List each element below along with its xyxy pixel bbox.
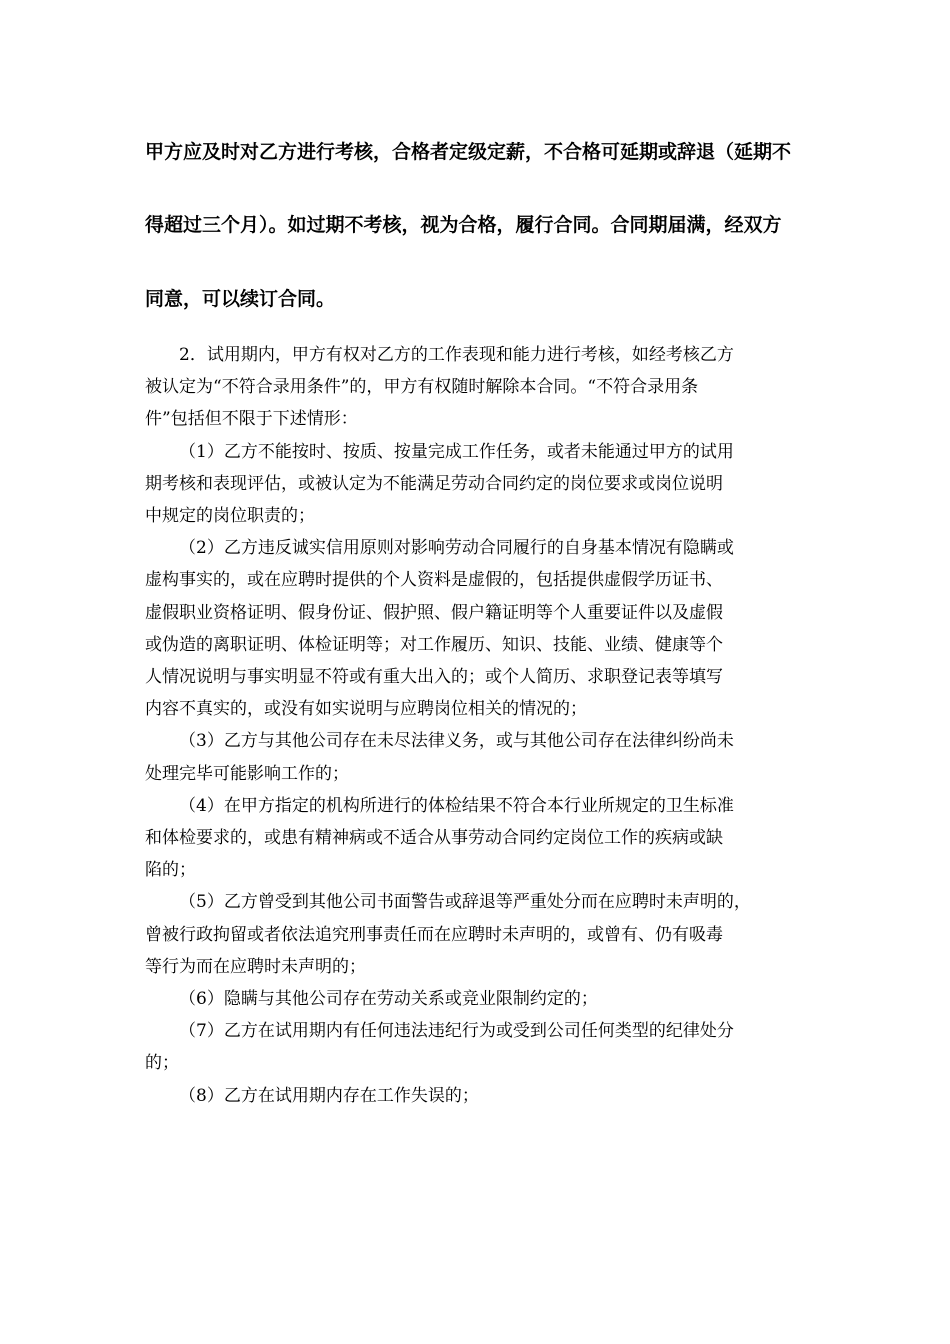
text-line: （6）隐瞒与其他公司存在劳动关系或竞业限制约定的； bbox=[179, 989, 598, 1010]
condition-6-paragraph bbox=[145, 983, 835, 1015]
text-line: 件”包括但不限于下述情形： bbox=[145, 409, 358, 430]
text-line: （4）在甲方指定的机构所进行的体检结果不符合本行业所规定的卫生标准 bbox=[179, 795, 734, 816]
text-line: 中规定的岗位职责的； bbox=[145, 506, 315, 527]
text-line: 虚构事实的，或在应聘时提供的个人资料是虚假的，包括提供虚假学历证书、 bbox=[145, 570, 723, 591]
text-line: （1）乙方不能按时、按质、按量完成工作任务，或者未能通过甲方的试用 bbox=[179, 441, 734, 462]
clause-2-paragraph bbox=[145, 339, 835, 436]
text-line: （5）乙方曾受到其他公司书面警告或辞退等严重处分而在应聘时未声明的， bbox=[179, 892, 751, 913]
text-line: （7）乙方在试用期内有任何违法违纪行为或受到公司任何类型的纪律处分 bbox=[179, 1021, 734, 1042]
text-line: 或伪造的离职证明、体检证明等；对工作履历、知识、技能、业绩、健康等个 bbox=[145, 634, 723, 655]
clause-body bbox=[145, 339, 835, 1112]
condition-8-paragraph bbox=[145, 1080, 835, 1112]
condition-3-paragraph bbox=[145, 725, 835, 789]
text-line: 内容不真实的，或没有如实说明与应聘岗位相关的情况的； bbox=[145, 699, 587, 720]
condition-1-paragraph bbox=[145, 436, 835, 533]
intro-line-2: 得超过三个月）。如过期不考核，视为合格，履行合同。合同期届满，经双方 bbox=[145, 214, 782, 236]
intro-line-3: 同意，可以续订合同。 bbox=[145, 288, 336, 310]
text-line: 等行为而在应聘时未声明的； bbox=[145, 956, 366, 977]
condition-7-paragraph bbox=[145, 1015, 835, 1079]
text-line: （2）乙方违反诚实信用原则对影响劳动合同履行的自身基本情况有隐瞒或 bbox=[179, 538, 734, 559]
condition-2-paragraph bbox=[145, 532, 835, 725]
text-line: 处理完毕可能影响工作的； bbox=[145, 763, 349, 784]
text-line: 2．试用期内，甲方有权对乙方的工作表现和能力进行考核，如经考核乙方 bbox=[179, 345, 734, 365]
text-line: 被认定为“不符合录用条件”的，甲方有权随时解除本合同。“不符合录用条 bbox=[145, 377, 699, 398]
condition-5-paragraph bbox=[145, 886, 835, 983]
text-line: 的； bbox=[145, 1053, 179, 1074]
text-line: 虚假职业资格证明、假身份证、假护照、假户籍证明等个人重要证件以及虚假 bbox=[145, 602, 723, 623]
condition-4-paragraph bbox=[145, 790, 835, 887]
text-line: （8）乙方在试用期内存在工作失误的； bbox=[179, 1085, 479, 1106]
text-line: 陷的； bbox=[145, 860, 196, 881]
text-line: 和体检要求的，或患有精神病或不适合从事劳动合同约定岗位工作的疾病或缺 bbox=[145, 828, 723, 849]
text-line: 人情况说明与事实明显不符或有重大出入的；或个人简历、求职登记表等填写 bbox=[145, 667, 723, 688]
text-line: 曾被行政拘留或者依法追究刑事责任而在应聘时未声明的，或曾有、仍有吸毒 bbox=[145, 924, 723, 945]
intro-line-1: 甲方应及时对乙方进行考核，合格者定级定薪，不合格可延期或辞退（延期不 bbox=[145, 141, 792, 163]
text-line: 期考核和表现评估，或被认定为不能满足劳动合同约定的岗位要求或岗位说明 bbox=[145, 473, 723, 494]
text-line: （3）乙方与其他公司存在未尽法律义务，或与其他公司存在法律纠纷尚未 bbox=[179, 731, 734, 752]
